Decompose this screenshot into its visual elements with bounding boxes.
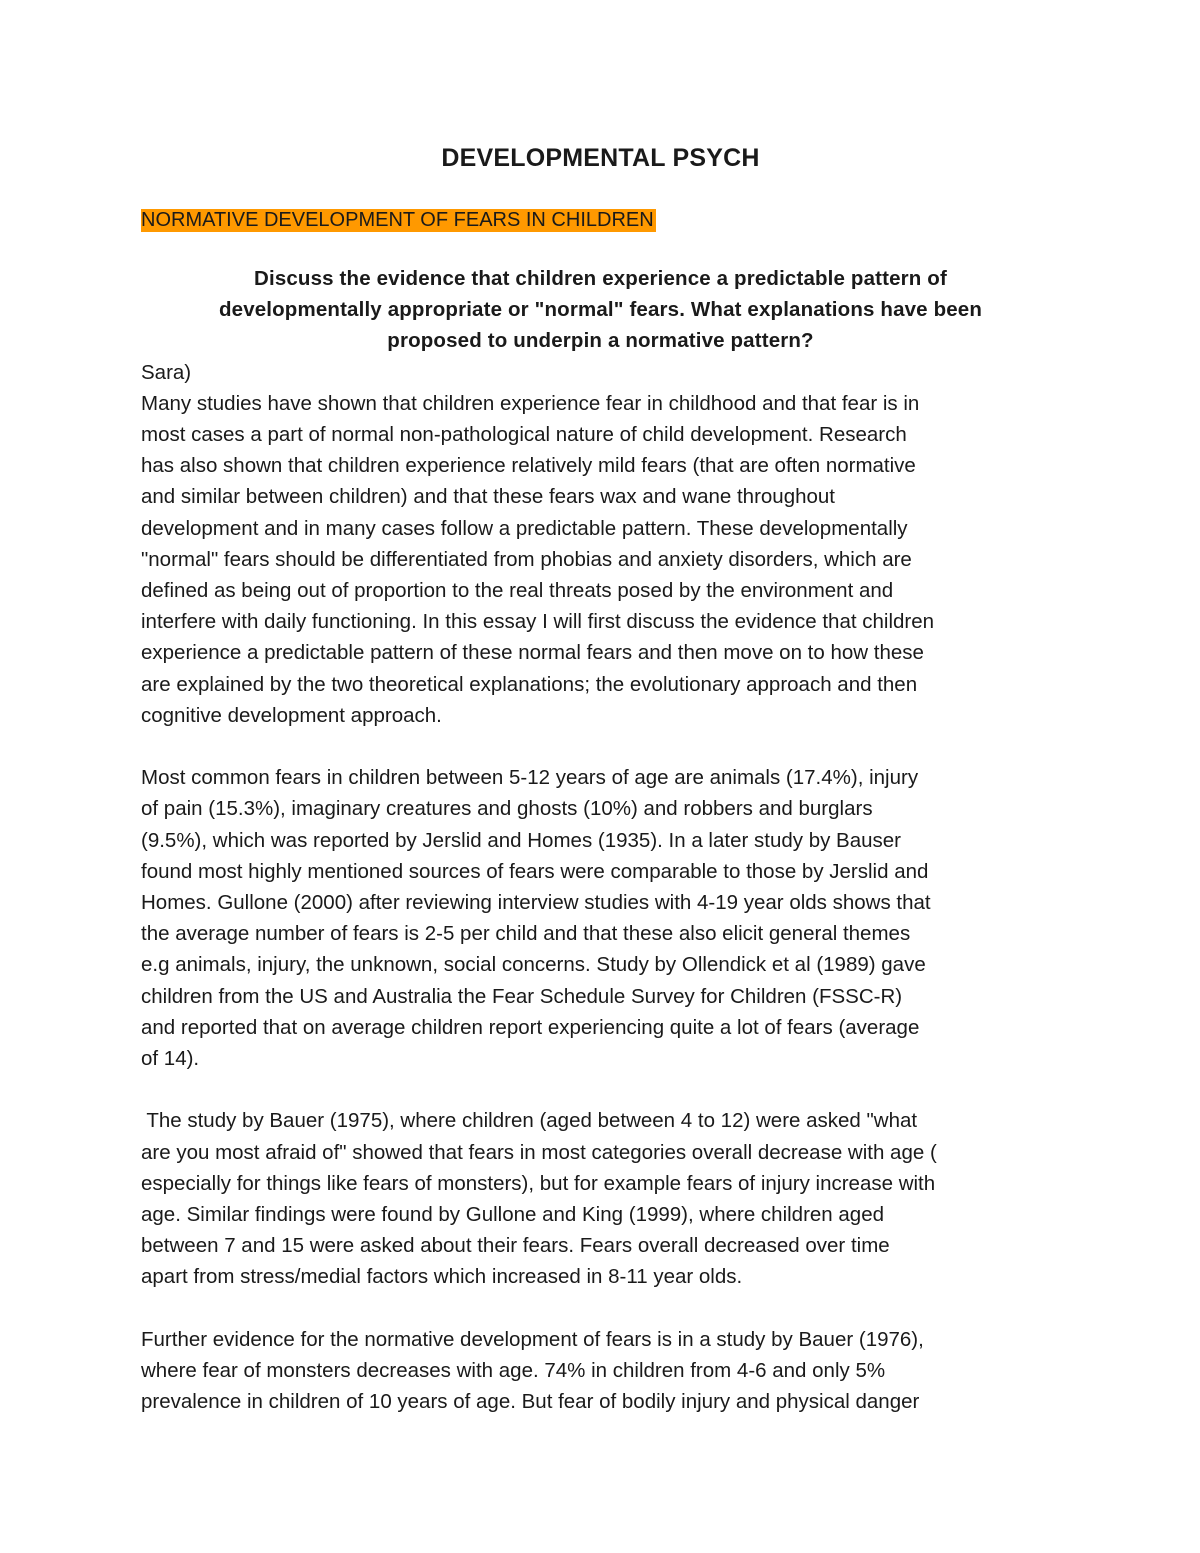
paragraph-intro bbox=[141, 388, 1060, 731]
text-line: found most highly mentioned sources of fears were comparable to those by Jerslid and bbox=[141, 859, 929, 883]
question-line: developmentally appropriate or "normal" fears. What explanations have been bbox=[218, 298, 983, 322]
text-line: (9.5%), which was reported by Jerslid and Homes (1935). In a later study by Bauser bbox=[141, 828, 901, 852]
text-line: where fear of monsters decreases with age. 74% in children from 4-6 and only 5% bbox=[141, 1359, 886, 1383]
section-heading bbox=[141, 205, 1060, 236]
text-line: The study by Bauer (1975), where children (aged between 4 to 12) were asked "what bbox=[141, 1109, 918, 1133]
essay-question bbox=[141, 263, 1060, 357]
text-line: apart from stress/medial factors which increased in 8-11 year olds. bbox=[141, 1265, 743, 1289]
text-line: development and in many cases follow a predictable pattern. These developmentally bbox=[141, 516, 908, 540]
text-line: and similar between children) and that these fears wax and wane throughout bbox=[141, 485, 836, 509]
text-line: are explained by the two theoretical explanations; the evolutionary approach and then bbox=[141, 672, 918, 696]
question-line: Discuss the evidence that children experience a predictable pattern of bbox=[254, 267, 947, 290]
text-line: Homes. Gullone (2000) after reviewing interview studies with 4-19 year olds shows that bbox=[141, 891, 931, 915]
text-line: "normal" fears should be differentiated from phobias and anxiety disorders, which are bbox=[141, 547, 912, 571]
text-line: Many studies have shown that children experience fear in childhood and that fear is in bbox=[141, 391, 920, 415]
author-name: Sara) bbox=[141, 360, 192, 384]
text-line: the average number of fears is 2-5 per child and that these also elicit general themes bbox=[141, 922, 911, 946]
text-line: cognitive development approach. bbox=[141, 703, 442, 727]
highlighted-heading-text: NORMATIVE DEVELOPMENT OF FEARS IN CHILDREN bbox=[141, 209, 654, 231]
text-line: prevalence in children of 10 years of age. But fear of bodily injury and physical danger bbox=[141, 1390, 920, 1414]
text-line: Further evidence for the normative development of fears is in a study by Bauer (1976), bbox=[141, 1327, 924, 1351]
text-line: e.g animals, injury, the unknown, social concerns. Study by Ollendick et al (1989) gave bbox=[141, 953, 926, 977]
text-line: between 7 and 15 were asked about their fears. Fears overall decreased over time bbox=[141, 1234, 890, 1258]
text-line: especially for things like fears of monsters), but for example fears of injury increase with bbox=[141, 1171, 936, 1195]
text-line: are you most afraid of" showed that fears in most categories overall decrease with age ( bbox=[141, 1140, 937, 1164]
paragraph-gap bbox=[141, 731, 1060, 762]
text-line: interfere with daily functioning. In this essay I will first discuss the evidence that children bbox=[141, 610, 935, 634]
text-line: and reported that on average children report experiencing quite a lot of fears (average bbox=[141, 1015, 920, 1039]
text-line: of 14). bbox=[141, 1047, 200, 1071]
text-line: most cases a part of normal non-pathological nature of child development. Research bbox=[141, 423, 907, 447]
text-line: Most common fears in children between 5-12 years of age are animals (17.4%), injury bbox=[141, 766, 919, 790]
text-line: defined as being out of proportion to the real threats posed by the environment and bbox=[141, 579, 894, 603]
paragraph-gap bbox=[141, 1074, 1060, 1105]
paragraph-bauer-study bbox=[141, 1105, 1060, 1292]
paragraph-common-fears bbox=[141, 762, 1060, 1074]
question-line: proposed to underpin a normative pattern? bbox=[387, 329, 814, 353]
text-line: of pain (15.3%), imaginary creatures and ghosts (10%) and robbers and burglars bbox=[141, 797, 873, 821]
text-line: children from the US and Australia the Fear Schedule Survey for Children (FSSC-R) bbox=[141, 984, 903, 1008]
paragraph-gap bbox=[141, 1293, 1060, 1324]
text-line: experience a predictable pattern of these normal fears and then move on to how these bbox=[141, 641, 924, 665]
text-line: age. Similar findings were found by Gullone and King (1999), where children aged bbox=[141, 1203, 885, 1227]
paragraph-further-evidence bbox=[141, 1324, 1060, 1418]
text-line: has also shown that children experience relatively mild fears (that are often normative bbox=[141, 454, 916, 478]
document-title: DEVELOPMENTAL PSYCH bbox=[441, 144, 760, 172]
